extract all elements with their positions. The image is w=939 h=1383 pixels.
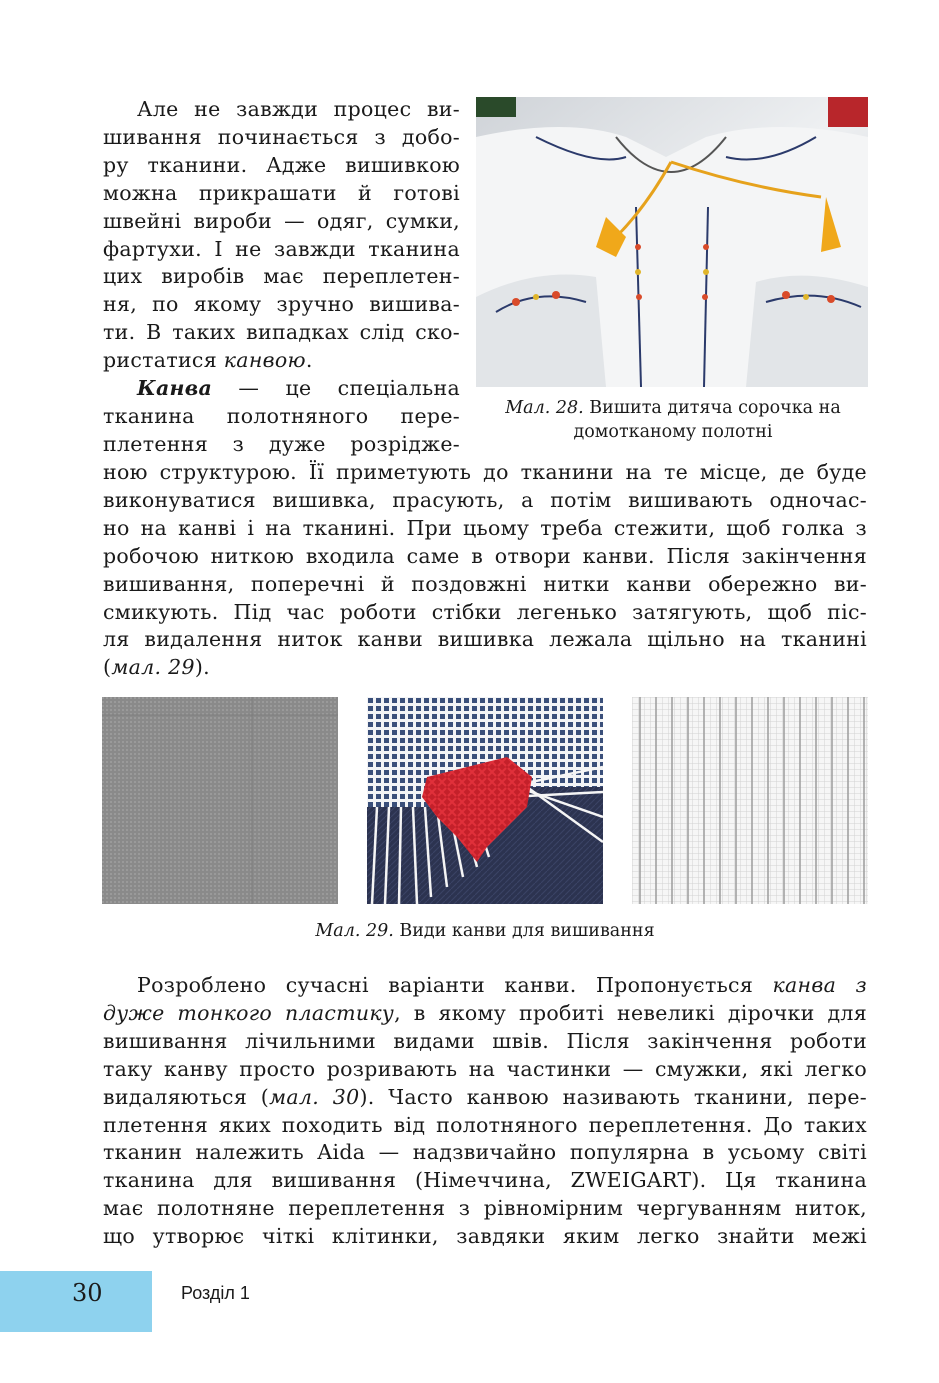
text-line: тканина полотняного пере- bbox=[103, 403, 460, 428]
text-line: плетення яких походить від полотняного переплетення. До таких bbox=[103, 1112, 867, 1137]
section-label: Розділ 1 bbox=[181, 1283, 250, 1303]
text-line bbox=[103, 1000, 867, 1028]
text-line: швейні вироби — одяг, сумки, bbox=[103, 208, 460, 233]
page-number: 30 bbox=[72, 1279, 103, 1307]
text-line: шивання починається з добо- bbox=[103, 124, 460, 149]
text-line: тканин належить Aida — надзвичайно популярна в усьому світі bbox=[103, 1140, 867, 1165]
text-fragment: ). bbox=[194, 655, 210, 680]
text-line: виконуватися вишивка, прасують, а потім вишивають одночас- bbox=[103, 487, 867, 512]
text-line bbox=[103, 375, 460, 403]
figure-number: Мал. 29. bbox=[315, 921, 394, 941]
text-fragment: — це спеціальна bbox=[212, 376, 460, 400]
figure-reference: мал. 29 bbox=[111, 655, 195, 680]
text-line: ля видалення ниток канви вишивка лежала щільно на тканині bbox=[103, 627, 867, 652]
paragraph-modern-canvas bbox=[103, 972, 867, 1251]
caption-text: Вишита дитяча сорочка на bbox=[583, 398, 841, 418]
text-line bbox=[103, 1084, 867, 1112]
text-line: Але не завжди процес ви- bbox=[137, 97, 460, 121]
text-line bbox=[103, 347, 460, 375]
emphasis-term: дуже тонкого пластику bbox=[103, 1000, 395, 1025]
text-fragment: видаляються ( bbox=[103, 1084, 270, 1109]
text-fragment: ( bbox=[103, 655, 112, 680]
paragraph-definition bbox=[103, 375, 460, 459]
figure-number: Мал. 28. bbox=[505, 398, 584, 418]
text-fragment: , в якому пробиті невеликі дірочки для bbox=[394, 1000, 867, 1025]
embroidered-shirt-photo bbox=[476, 97, 868, 387]
canvas-gray-fine-photo bbox=[102, 697, 338, 904]
text-line: що утворює чіткі клітинки, завдяки яким легко знайти межі bbox=[103, 1224, 867, 1249]
text-line: но на канві і на тканині. При цьому треба стежити, щоб голка з bbox=[103, 515, 867, 540]
text-line: ня, по якому зручно вишива- bbox=[103, 292, 460, 317]
caption-text: Види канви для вишивання bbox=[393, 921, 655, 941]
caption-text: домотканому полотні bbox=[573, 422, 773, 442]
figure-reference: мал. 30 bbox=[269, 1084, 360, 1109]
figure-28-caption bbox=[478, 396, 868, 444]
text-line: тканина для вишивання (Німеччина, ZWEIGART). Ця тканина bbox=[103, 1168, 867, 1193]
text-line: цих виробів має переплетен- bbox=[103, 264, 460, 289]
text-fragment: Розроблено сучасні варіанти канви. Пропонується bbox=[137, 973, 773, 997]
text-line: таку канву просто розривають на частинки — смужки, які легко bbox=[103, 1056, 867, 1081]
text-line: ною структурою. Її приметують до тканини на те місце, де буде bbox=[103, 460, 867, 484]
text-fragment: . bbox=[305, 348, 313, 373]
text-fragment: ристатися bbox=[103, 348, 224, 373]
text-line: має полотняне переплетення з рівномірним чергуванням ниток, bbox=[103, 1196, 867, 1221]
paragraph-canvas-usage bbox=[103, 459, 867, 682]
text-line: ти. В таких випадках слід ско- bbox=[103, 320, 460, 345]
paragraph-intro bbox=[103, 96, 460, 375]
text-line: можна прикрашати й готові bbox=[103, 180, 460, 205]
emphasis-term: канва з bbox=[772, 973, 867, 997]
canvas-heart-embroidery-photo bbox=[367, 697, 603, 904]
figure-29-caption bbox=[103, 919, 867, 943]
text-line: ру тканини. Адже вишивкою bbox=[103, 152, 460, 177]
defined-term: Канва bbox=[137, 376, 213, 400]
text-line: плетення з дуже розріджe- bbox=[103, 431, 460, 456]
text-line bbox=[103, 972, 867, 1000]
text-line: робочою ниткою входила саме в отвори канви. Після закінчення bbox=[103, 543, 867, 568]
emphasis-term: канвою bbox=[223, 348, 306, 373]
text-line: вишивання лічильними видами швів. Після закінчення роботи bbox=[103, 1028, 867, 1053]
text-line: смикують. Під час роботи стібки легенько затягують, щоб піс- bbox=[103, 599, 867, 624]
canvas-white-striped-photo bbox=[632, 697, 868, 904]
text-line: фартухи. І не завжди тканина bbox=[103, 236, 460, 261]
text-line: вишивання, поперечні й поздовжні нитки канви обережно ви- bbox=[103, 571, 867, 596]
text-fragment: ). Часто канвою називають тканини, пере- bbox=[359, 1084, 867, 1109]
text-line bbox=[103, 654, 867, 682]
